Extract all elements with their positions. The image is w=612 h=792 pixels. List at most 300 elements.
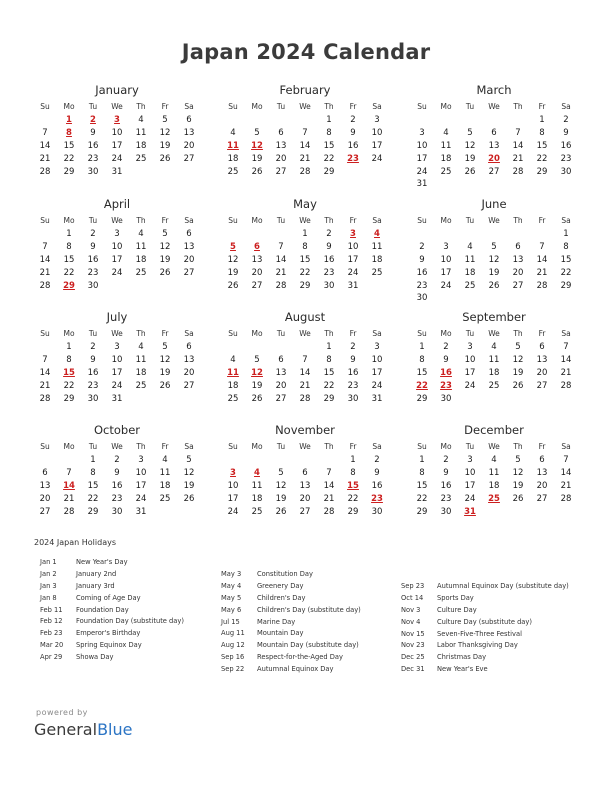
week-row <box>410 493 578 506</box>
empty-day-cell <box>458 114 482 127</box>
holiday-entry <box>221 605 411 617</box>
day-cell: 25 <box>251 506 263 517</box>
weekday-header: Mo <box>63 216 75 225</box>
week-row <box>33 140 201 153</box>
empty-day-cell <box>482 178 506 191</box>
day-cell: 3 <box>114 342 120 352</box>
day-cell: 24 <box>227 506 239 517</box>
month-name: September <box>462 310 526 324</box>
empty-day-cell <box>293 454 317 467</box>
week-row <box>33 341 201 354</box>
day-cell: 28 <box>299 166 311 177</box>
day-cell: 17 <box>371 367 383 378</box>
holiday-day-cell: 31 <box>464 506 476 517</box>
day-cell: 14 <box>536 254 548 265</box>
day-cell: 21 <box>39 380 51 391</box>
empty-day-cell <box>434 114 458 127</box>
day-cell: 12 <box>488 254 500 265</box>
empty-day-cell <box>458 228 482 241</box>
holiday-entry <box>401 617 591 629</box>
weekday-header: Mo <box>440 102 452 111</box>
weekday-header-row <box>33 100 201 114</box>
day-cell: 27 <box>183 267 195 278</box>
day-cell: 18 <box>135 254 147 265</box>
holiday-date: Feb 23 <box>40 629 63 638</box>
day-cell: 15 <box>63 140 75 151</box>
day-cell: 5 <box>278 467 284 478</box>
weekday-header: Tu <box>88 442 98 451</box>
day-cell: 30 <box>416 293 428 304</box>
day-cell: 5 <box>186 455 192 465</box>
empty-day-cell <box>33 228 57 241</box>
weekday-header: Th <box>324 442 334 451</box>
holiday-day-cell: 16 <box>440 367 452 378</box>
day-cell: 8 <box>66 241 72 252</box>
holiday-day-cell: 20 <box>488 153 500 164</box>
day-cell: 31 <box>347 280 359 291</box>
day-cell: 19 <box>183 480 195 491</box>
week-row <box>221 341 389 354</box>
day-cell: 8 <box>302 241 308 252</box>
day-cell: 11 <box>135 127 147 138</box>
day-cell: 1 <box>90 455 96 465</box>
day-cell: 2 <box>419 241 425 252</box>
day-cell: 19 <box>159 254 171 265</box>
holiday-day-cell: 6 <box>254 241 260 252</box>
holiday-name: Autumnal Equinox Day <box>257 665 334 674</box>
weekday-header: Fr <box>349 442 357 451</box>
day-cell: 18 <box>227 380 239 391</box>
month-name: June <box>481 197 507 211</box>
holiday-name: Christmas Day <box>437 653 487 662</box>
week-row <box>410 467 578 480</box>
holiday-date: Dec 25 <box>401 653 425 662</box>
day-cell: 1 <box>419 455 425 465</box>
weekday-header: Fr <box>349 102 357 111</box>
empty-day-cell <box>434 228 458 241</box>
day-cell: 15 <box>416 480 428 491</box>
day-cell: 24 <box>111 380 123 391</box>
day-cell: 21 <box>299 153 311 164</box>
holiday-entry <box>401 652 591 664</box>
month-november <box>221 423 389 518</box>
empty-day-cell <box>506 393 530 406</box>
holiday-name: Culture Day (substitute day) <box>437 617 532 626</box>
day-cell: 8 <box>419 354 425 365</box>
empty-day-cell <box>177 506 201 519</box>
day-cell: 1 <box>419 342 425 352</box>
empty-day-cell <box>153 393 177 406</box>
day-cell: 28 <box>275 280 287 291</box>
empty-day-cell <box>57 454 81 467</box>
day-cell: 28 <box>323 506 335 517</box>
weekday-header: We <box>111 329 123 338</box>
holiday-day-cell: 4 <box>374 229 380 239</box>
day-cell: 26 <box>275 506 287 517</box>
week-row <box>221 367 389 380</box>
day-cell: 26 <box>183 493 195 504</box>
day-cell: 17 <box>135 480 147 491</box>
weekday-header: Mo <box>251 102 263 111</box>
day-cell: 28 <box>39 166 51 177</box>
day-cell: 7 <box>326 467 332 478</box>
holiday-name: Showa Day <box>76 653 114 662</box>
weekday-header-row <box>33 327 201 341</box>
day-cell: 30 <box>111 506 123 517</box>
day-cell: 9 <box>326 241 332 252</box>
day-cell: 21 <box>323 493 335 504</box>
weekday-header: Tu <box>276 329 286 338</box>
day-cell: 26 <box>512 380 524 391</box>
empty-day-cell <box>245 114 269 127</box>
week-row <box>221 254 389 267</box>
week-row <box>410 127 578 140</box>
day-cell: 20 <box>39 493 51 504</box>
day-cell: 2 <box>350 115 356 125</box>
day-cell: 31 <box>111 166 123 177</box>
day-cell: 4 <box>138 115 144 125</box>
day-cell: 6 <box>186 342 192 352</box>
holiday-name: Mountain Day (substitute day) <box>257 641 359 650</box>
day-cell: 10 <box>227 480 239 491</box>
holiday-name: Spring Equinox Day <box>76 641 142 650</box>
day-cell: 27 <box>39 506 51 517</box>
day-cell: 23 <box>347 380 359 391</box>
empty-day-cell <box>554 292 578 305</box>
day-cell: 2 <box>350 342 356 352</box>
holiday-date: May 3 <box>221 570 242 578</box>
day-cell: 6 <box>42 467 48 478</box>
holiday-entry <box>40 628 230 640</box>
day-cell: 21 <box>39 153 51 164</box>
day-cell: 7 <box>66 467 72 478</box>
month-july <box>33 310 201 405</box>
month-december <box>410 423 578 518</box>
empty-day-cell <box>554 178 578 191</box>
day-cell: 18 <box>159 480 171 491</box>
empty-day-cell <box>269 341 293 354</box>
day-cell: 15 <box>323 140 335 151</box>
day-cell: 6 <box>515 241 521 252</box>
week-row <box>410 280 578 293</box>
day-cell: 28 <box>299 393 311 404</box>
week-row <box>410 454 578 467</box>
day-cell: 21 <box>536 267 548 278</box>
day-cell: 14 <box>275 254 287 265</box>
weekday-header-row <box>410 214 578 228</box>
day-cell: 13 <box>299 480 311 491</box>
weekday-header: Sa <box>561 329 571 338</box>
day-cell: 4 <box>230 127 236 138</box>
day-cell: 13 <box>183 241 195 252</box>
day-cell: 27 <box>275 393 287 404</box>
day-cell: 21 <box>299 380 311 391</box>
weekday-header: Fr <box>161 442 169 451</box>
day-cell: 3 <box>374 115 380 125</box>
weekday-header: We <box>111 216 123 225</box>
day-cell: 7 <box>42 354 48 365</box>
weekday-header: We <box>488 102 500 111</box>
week-row <box>221 140 389 153</box>
day-cell: 8 <box>90 467 96 478</box>
day-cell: 21 <box>39 267 51 278</box>
day-cell: 18 <box>440 153 452 164</box>
weekday-header: Mo <box>251 216 263 225</box>
empty-day-cell <box>530 506 554 519</box>
day-cell: 19 <box>488 267 500 278</box>
day-cell: 1 <box>326 115 332 125</box>
holiday-entry <box>40 652 230 664</box>
weekday-header: Tu <box>276 442 286 451</box>
brand-blue: Blue <box>97 720 133 739</box>
holiday-entry <box>40 616 230 628</box>
week-row <box>33 114 201 127</box>
day-cell: 7 <box>42 127 48 138</box>
empty-day-cell <box>410 114 434 127</box>
day-cell: 26 <box>159 267 171 278</box>
month-name: August <box>284 310 326 324</box>
day-cell: 24 <box>416 166 428 177</box>
day-cell: 3 <box>419 127 425 138</box>
empty-day-cell <box>221 454 245 467</box>
day-cell: 16 <box>87 254 99 265</box>
holiday-entry <box>401 605 591 617</box>
holiday-name: Emperor's Birthday <box>76 629 141 638</box>
week-row <box>33 480 201 493</box>
holiday-name: Sports Day <box>437 593 474 602</box>
holiday-day-cell: 8 <box>66 127 72 138</box>
weekday-header: Th <box>136 442 146 451</box>
holiday-column <box>40 557 230 664</box>
holiday-date: Jan 8 <box>40 593 57 602</box>
weekday-header: Su <box>417 329 427 338</box>
month-september <box>410 310 578 405</box>
month-name: April <box>103 197 131 211</box>
weekday-header: Fr <box>349 329 357 338</box>
day-cell: 24 <box>371 380 383 391</box>
empty-day-cell <box>177 166 201 179</box>
week-row <box>33 127 201 140</box>
day-cell: 23 <box>440 493 452 504</box>
day-cell: 4 <box>491 342 497 352</box>
weekday-header: Sa <box>561 442 571 451</box>
holiday-entry <box>221 569 411 581</box>
holiday-day-cell: 15 <box>63 367 75 378</box>
day-cell: 9 <box>350 127 356 138</box>
day-cell: 9 <box>443 467 449 478</box>
day-cell: 2 <box>90 342 96 352</box>
day-cell: 15 <box>323 367 335 378</box>
day-cell: 26 <box>251 393 263 404</box>
day-cell: 15 <box>299 254 311 265</box>
day-cell: 21 <box>560 367 572 378</box>
holiday-date: Nov 4 <box>401 617 421 626</box>
holiday-date: Nov 23 <box>401 641 425 650</box>
day-cell: 26 <box>227 280 239 291</box>
day-cell: 22 <box>299 267 311 278</box>
week-row <box>410 166 578 179</box>
day-cell: 19 <box>275 493 287 504</box>
day-cell: 28 <box>63 506 75 517</box>
week-row <box>33 506 201 519</box>
empty-day-cell <box>269 228 293 241</box>
day-cell: 17 <box>440 267 452 278</box>
day-cell: 26 <box>159 153 171 164</box>
day-cell: 12 <box>512 354 524 365</box>
weekday-header: Sa <box>372 216 382 225</box>
holiday-day-cell: 23 <box>371 493 383 504</box>
day-cell: 21 <box>512 153 524 164</box>
week-row <box>33 493 201 506</box>
holiday-entry <box>401 629 591 641</box>
day-cell: 3 <box>374 342 380 352</box>
holiday-date: Jul 15 <box>221 617 240 626</box>
day-cell: 23 <box>416 280 428 291</box>
day-cell: 25 <box>227 393 239 404</box>
weekday-header: We <box>111 102 123 111</box>
weekday-header: Tu <box>276 102 286 111</box>
weekday-header: Mo <box>440 216 452 225</box>
week-row <box>221 127 389 140</box>
holiday-entry <box>221 593 411 605</box>
holiday-name: January 2nd <box>76 569 117 578</box>
day-cell: 25 <box>135 267 147 278</box>
day-cell: 17 <box>464 480 476 491</box>
empty-day-cell <box>105 280 129 293</box>
day-cell: 19 <box>464 153 476 164</box>
day-cell: 23 <box>87 380 99 391</box>
day-cell: 24 <box>464 380 476 391</box>
week-row <box>410 393 578 406</box>
day-cell: 12 <box>275 480 287 491</box>
empty-day-cell <box>293 114 317 127</box>
week-row <box>410 153 578 166</box>
weekday-header-row <box>221 100 389 114</box>
empty-day-cell <box>530 292 554 305</box>
weekday-header: Th <box>136 102 146 111</box>
page-title: Japan 2024 Calendar <box>181 40 431 64</box>
empty-day-cell <box>245 341 269 354</box>
holiday-name: Coming of Age Day <box>76 593 141 602</box>
day-cell: 9 <box>350 354 356 365</box>
day-cell: 1 <box>350 455 356 465</box>
weekday-header: Su <box>417 216 427 225</box>
day-cell: 5 <box>162 342 168 352</box>
weekday-header: Th <box>324 216 334 225</box>
holidays-title: 2024 Japan Holidays <box>34 538 116 547</box>
powered-by-label: powered by <box>36 708 88 717</box>
holiday-day-cell: 14 <box>63 480 75 491</box>
day-cell: 12 <box>464 140 476 151</box>
day-cell: 2 <box>114 455 120 465</box>
day-cell: 29 <box>87 506 99 517</box>
weekday-header: Su <box>40 442 50 451</box>
day-cell: 24 <box>464 493 476 504</box>
holiday-column <box>401 581 591 676</box>
day-cell: 16 <box>440 480 452 491</box>
weekday-header: Th <box>513 442 523 451</box>
month-name: May <box>293 197 317 211</box>
day-cell: 31 <box>111 393 123 404</box>
day-cell: 22 <box>63 380 75 391</box>
week-row <box>33 166 201 179</box>
weekday-header: Su <box>417 442 427 451</box>
holiday-entry <box>40 640 230 652</box>
empty-day-cell <box>482 228 506 241</box>
holiday-column <box>221 569 411 676</box>
weekday-header: Fr <box>161 102 169 111</box>
empty-day-cell <box>458 178 482 191</box>
day-cell: 25 <box>440 166 452 177</box>
weekday-header: Sa <box>184 329 194 338</box>
weekday-header-row <box>33 214 201 228</box>
day-cell: 20 <box>275 380 287 391</box>
holiday-day-cell: 3 <box>350 229 356 239</box>
month-january <box>33 83 201 178</box>
weekday-header: Su <box>40 102 50 111</box>
day-cell: 29 <box>63 166 75 177</box>
weekday-header: Tu <box>88 329 98 338</box>
weekday-header: We <box>299 102 311 111</box>
holiday-entry <box>401 581 591 593</box>
holiday-day-cell: 3 <box>114 115 120 125</box>
day-cell: 4 <box>162 455 168 465</box>
day-cell: 21 <box>560 480 572 491</box>
week-row <box>221 228 389 241</box>
week-row <box>221 480 389 493</box>
day-cell: 27 <box>536 380 548 391</box>
day-cell: 27 <box>536 493 548 504</box>
day-cell: 18 <box>227 153 239 164</box>
empty-day-cell <box>293 341 317 354</box>
day-cell: 18 <box>135 140 147 151</box>
day-cell: 1 <box>326 342 332 352</box>
day-cell: 15 <box>63 254 75 265</box>
holiday-date: Nov 3 <box>401 605 421 614</box>
day-cell: 16 <box>560 140 572 151</box>
day-cell: 11 <box>251 480 263 491</box>
day-cell: 25 <box>488 380 500 391</box>
day-cell: 14 <box>299 140 311 151</box>
day-cell: 16 <box>347 367 359 378</box>
day-cell: 20 <box>183 254 195 265</box>
day-cell: 23 <box>87 153 99 164</box>
day-cell: 28 <box>560 380 572 391</box>
weekday-header: Mo <box>251 329 263 338</box>
day-cell: 17 <box>371 140 383 151</box>
brand-logo[interactable] <box>34 720 132 739</box>
day-cell: 29 <box>323 166 335 177</box>
weekday-header: Th <box>324 102 334 111</box>
month-name: December <box>464 423 524 437</box>
holiday-name: Seven-Five-Three Festival <box>437 629 522 638</box>
holiday-date: Aug 12 <box>221 641 245 650</box>
day-cell: 21 <box>275 267 287 278</box>
empty-day-cell <box>177 280 201 293</box>
day-cell: 3 <box>114 229 120 239</box>
day-cell: 31 <box>416 179 428 190</box>
week-row <box>33 454 201 467</box>
week-row <box>221 467 389 480</box>
day-cell: 10 <box>416 140 428 151</box>
day-cell: 2 <box>90 229 96 239</box>
weekday-header: Fr <box>538 216 546 225</box>
day-cell: 30 <box>560 166 572 177</box>
empty-day-cell <box>245 228 269 241</box>
month-april <box>33 197 201 292</box>
weekday-header: Su <box>228 329 238 338</box>
day-cell: 16 <box>371 480 383 491</box>
